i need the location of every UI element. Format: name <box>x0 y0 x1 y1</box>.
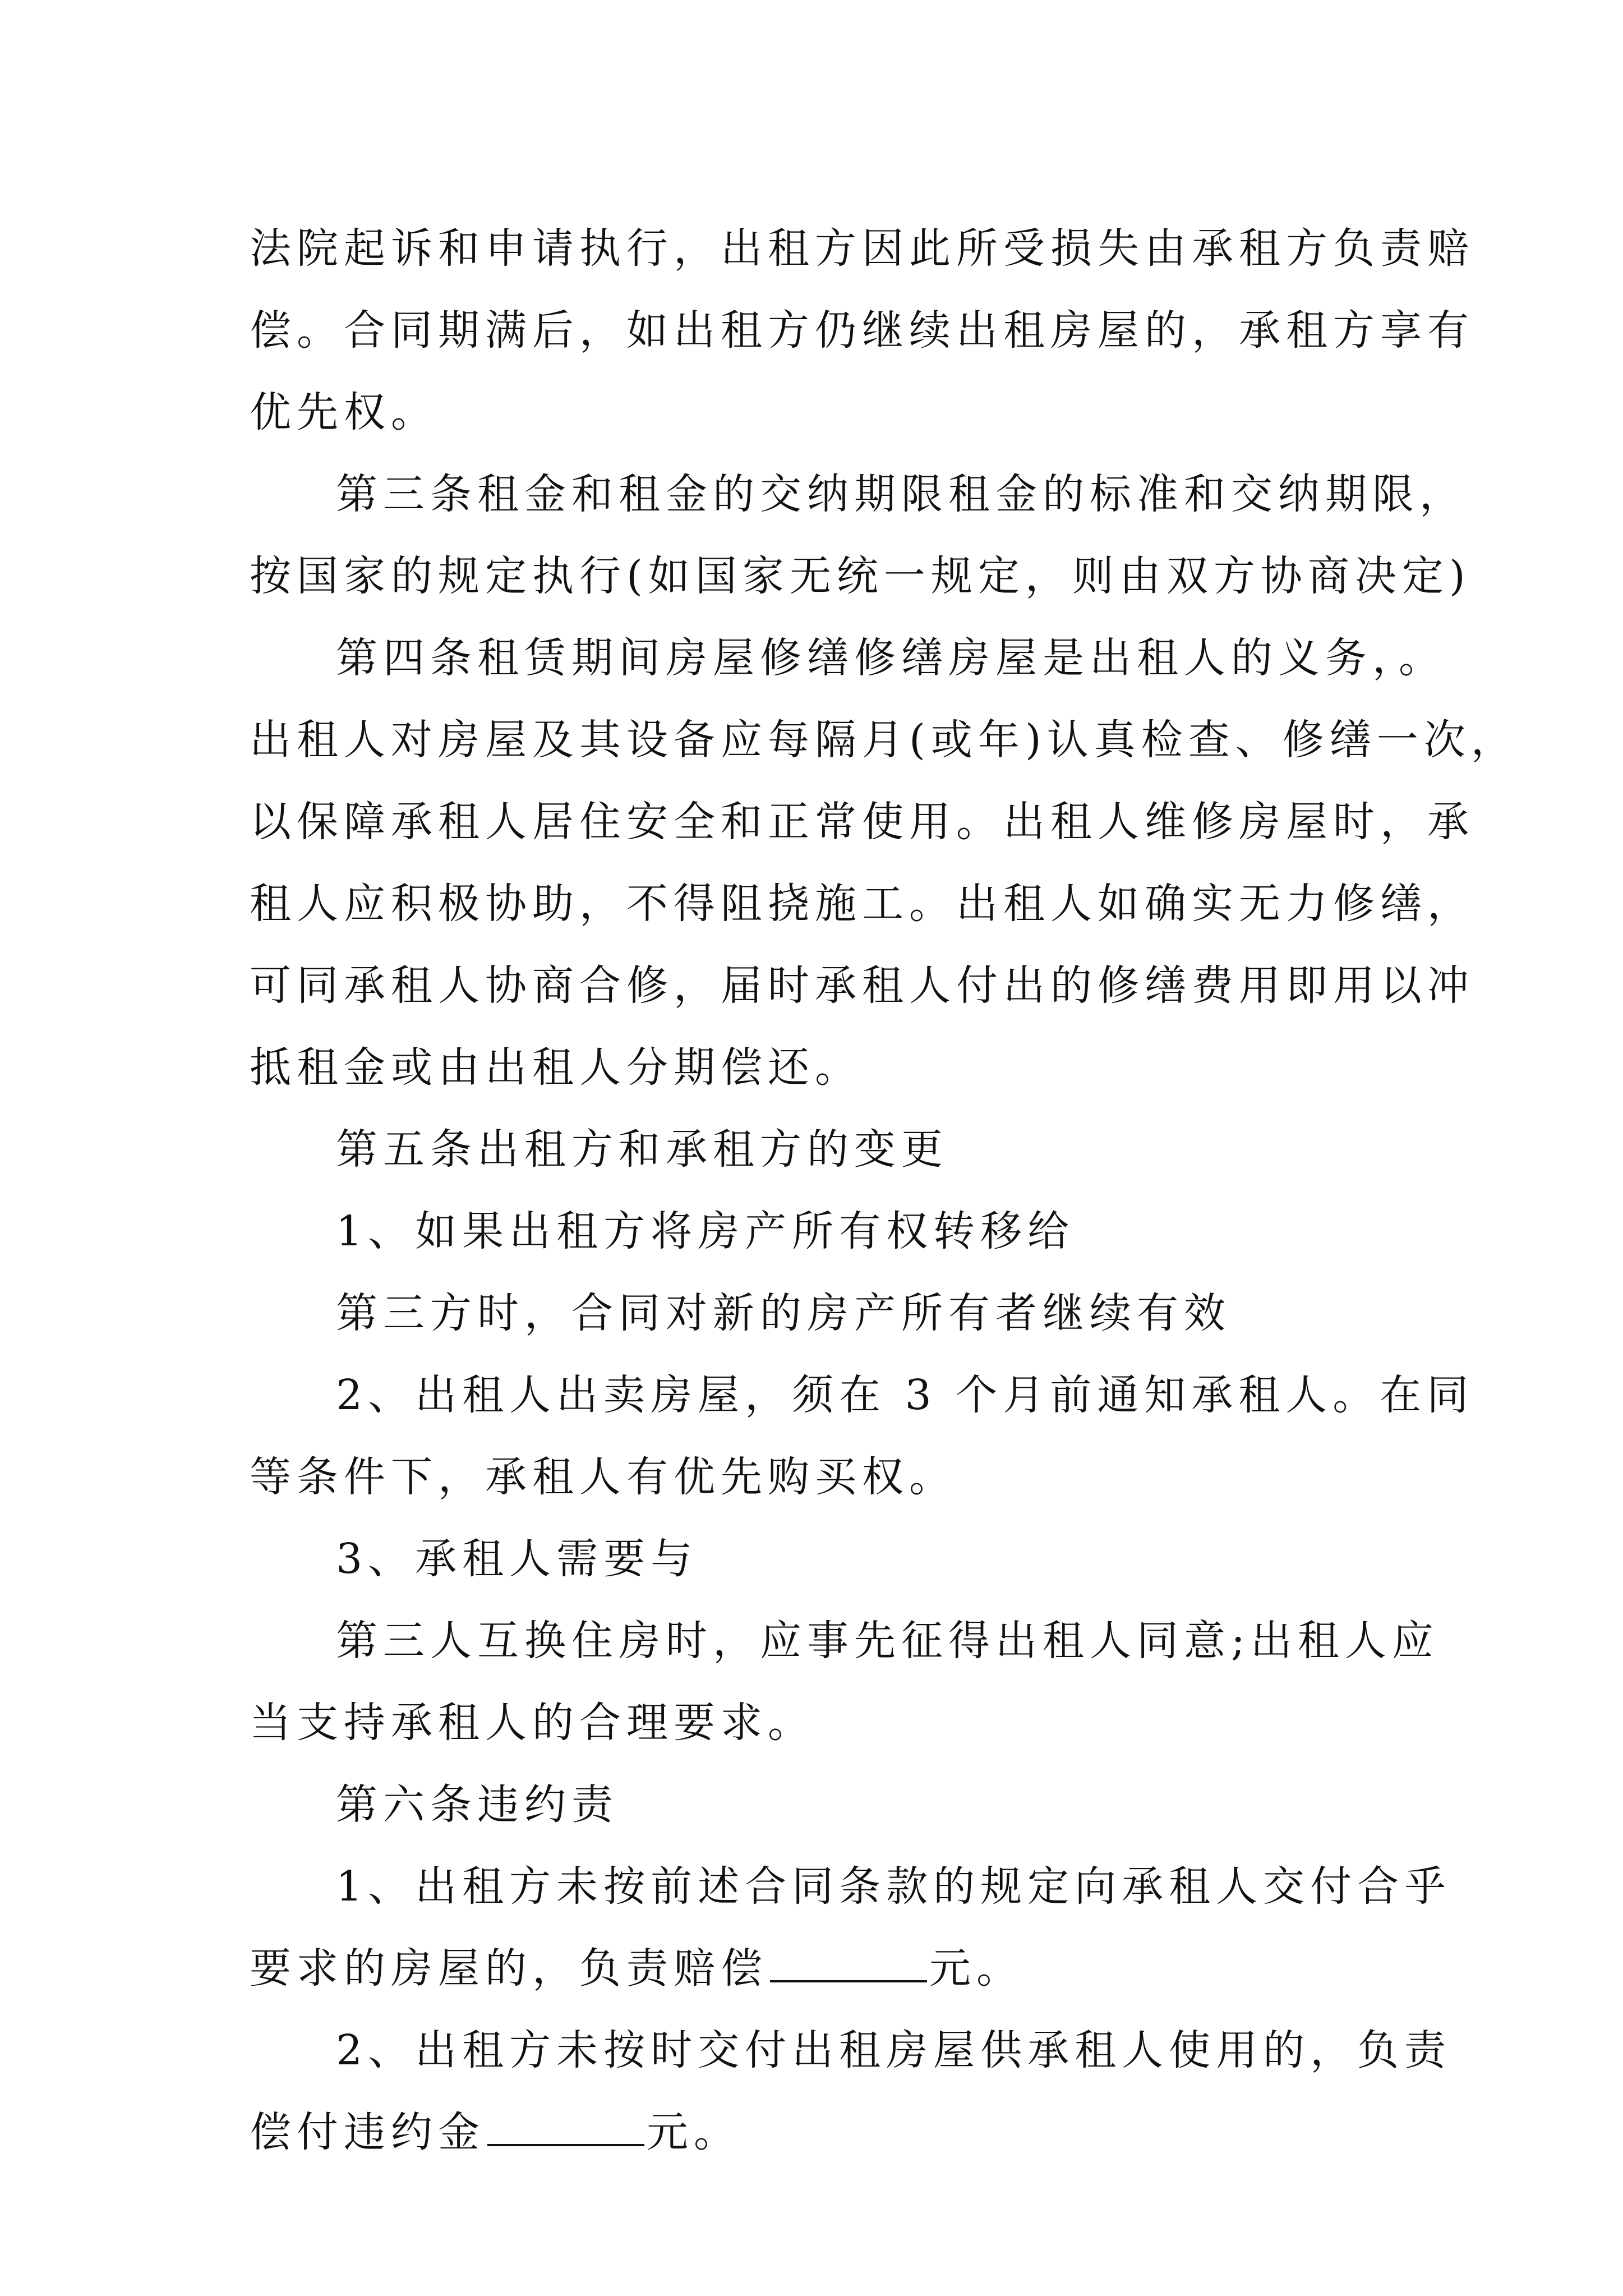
paragraph-item-3 <box>250 1518 1399 1600</box>
text-line: 2、出租人出卖房屋，须在 3 个月前通知承租人。在同 <box>336 1371 1474 1419</box>
text-line-with-blank <box>250 1927 1399 2009</box>
amount-blank <box>770 1948 927 1982</box>
text-line: 1、如果出租方将房产所有权转移给 <box>336 1207 1075 1255</box>
text-line-with-blank <box>250 2091 1399 2173</box>
text-line: 法院起诉和申请执行，出租方因此所受损失由承租方负责赔 <box>250 224 1474 273</box>
text-line: 第五条出租方和承租方的变更 <box>336 1125 948 1174</box>
paragraph-article-4 <box>250 617 1518 1108</box>
text-segment: 元。 <box>929 1944 1023 1993</box>
amount-blank <box>487 2111 644 2146</box>
paragraph-article-3 <box>250 453 1471 617</box>
text-line: 第三方时，合同对新的房产所有者继续有效 <box>336 1289 1231 1337</box>
text-line: 可同承租人协商合修，届时承租人付出的修缮费用即用以冲 <box>250 961 1474 1010</box>
text-line: 优先权。 <box>250 388 438 436</box>
text-segment: 元。 <box>647 2108 741 2156</box>
text-line: 等条件下，承租人有优先购买权。 <box>250 1453 956 1501</box>
heading-article-5 <box>250 1108 1399 1190</box>
paragraph-lawsuit-clause <box>250 208 1474 453</box>
text-line: 偿。合同期满后，如出租方仍继续出租房屋的，承租方享有 <box>250 306 1474 355</box>
text-segment: 偿付违约金 <box>250 2108 485 2156</box>
text-line: 抵租金或由出租人分期偿还。 <box>250 1043 862 1092</box>
text-line: 按国家的规定执行(如国家无统一规定，则由双方协商决定) <box>250 552 1471 600</box>
heading-article-6 <box>250 1764 1399 1846</box>
paragraph-exchange-housing <box>250 1600 1439 1764</box>
paragraph-breach-2 <box>250 2009 1452 2173</box>
text-line: 出租人对房屋及其设备应每隔月(或年)认真检查、修缮一次， <box>250 716 1518 764</box>
text-line: 1、出租方未按前述合同条款的规定向承租人交付合乎 <box>336 1862 1452 1911</box>
text-line: 第六条违约责 <box>336 1780 619 1829</box>
text-line: 以保障承租人居住安全和正常使用。出租人维修房屋时，承 <box>250 798 1474 846</box>
paragraph-item-1 <box>250 1190 1399 1272</box>
document-body <box>250 208 1518 2173</box>
text-line: 3、承租人需要与 <box>336 1535 698 1583</box>
text-line: 当支持承租人的合理要求。 <box>250 1699 815 1747</box>
paragraph-item-2 <box>250 1354 1474 1518</box>
text-line: 租人应积极协助，不得阻挠施工。出租人如确实无力修缮， <box>250 880 1474 928</box>
text-line: 2、出租方未按时交付出租房屋供承租人使用的，负责 <box>336 2026 1452 2074</box>
text-segment: 要求的房屋的，负责赔偿 <box>250 1944 768 1993</box>
text-line: 第四条租赁期间房屋修缮修缮房屋是出租人的义务，。 <box>336 634 1446 682</box>
paragraph-third-party <box>250 1272 1399 1354</box>
text-line: 第三人互换住房时，应事先征得出租人同意;出租人应 <box>336 1617 1439 1665</box>
text-line: 第三条租金和租金的交纳期限租金的标准和交纳期限， <box>336 470 1467 518</box>
paragraph-breach-1 <box>250 1846 1452 2009</box>
